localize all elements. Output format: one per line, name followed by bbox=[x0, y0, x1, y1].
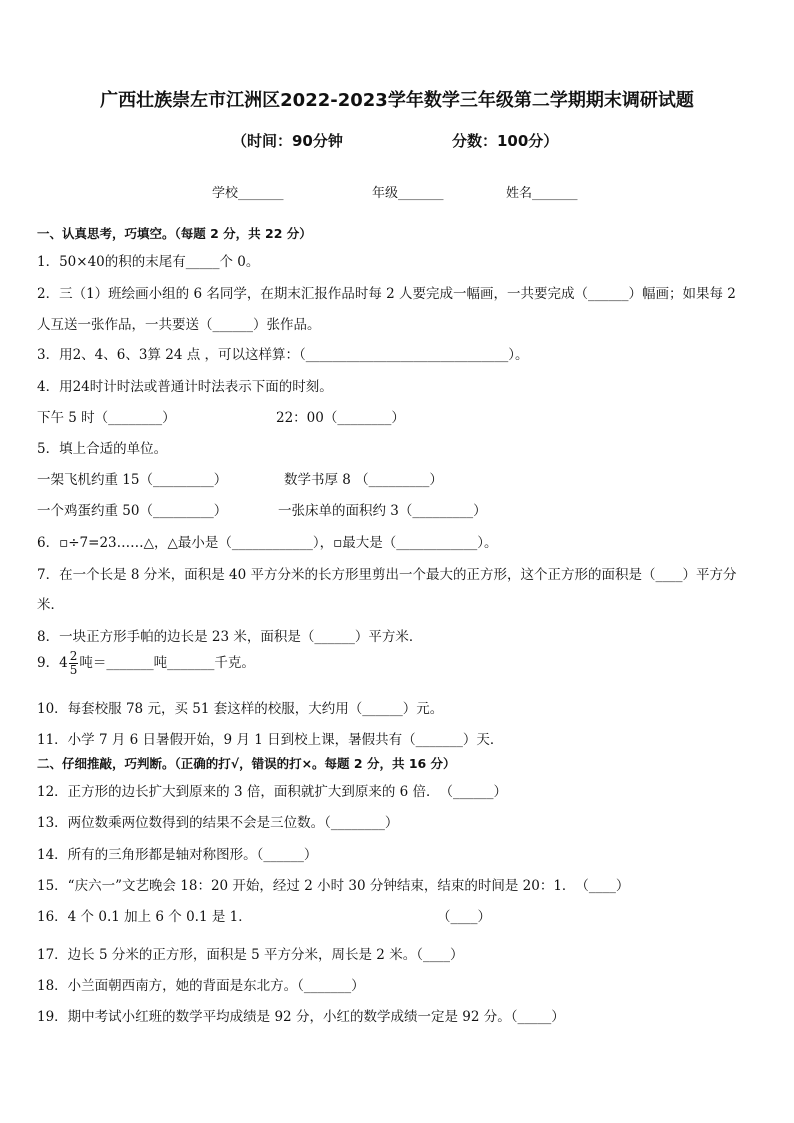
question-9-whole: 4 bbox=[59, 655, 68, 671]
question-19: 19．期中考试小红班的数学平均成绩是 92 分，小红的数学成绩一定是 92 分。（_____） bbox=[37, 1009, 565, 1025]
question-7-line-1: 7．在一个长是 8 分米，面积是 40 平方分米的长方形里剪出一个最大的正方形，这个正方形的面积是（____）平方分 bbox=[37, 567, 737, 583]
section-2-heading: 二、仔细推敲，巧判断。（正确的打√，错误的打×。每题 2 分，共 16 分） bbox=[37, 756, 456, 771]
question-9-prefix: 9． bbox=[37, 655, 60, 671]
question-5d: 一张床单的面积约 3（_________） bbox=[278, 503, 487, 519]
question-1: 1．50×40的积的末尾有_____个 0。 bbox=[37, 254, 260, 270]
question-12: 12．正方形的边长扩大到原来的 3 倍，面积就扩大到原来的 6 倍． （______） bbox=[37, 784, 508, 800]
section-1-heading: 一、认真思考，巧填空。（每题 2 分，共 22 分） bbox=[37, 226, 312, 241]
question-5b: 数学书厚 8 （_________） bbox=[284, 472, 443, 488]
question-2-line-1: 2．三（1）班绘画小组的 6 名同学，在期末汇报作品时每 2 人要完成一幅画，一共要完成（______）幅画；如果每 2 bbox=[37, 286, 736, 302]
fraction-numerator: 2 bbox=[69, 649, 78, 663]
question-7-line-2: 米． bbox=[37, 597, 64, 613]
question-4a: 下午 5 时（________） bbox=[37, 410, 176, 426]
exam-time: （时间：90分钟 bbox=[232, 132, 343, 150]
name-field: 姓名_______ bbox=[506, 186, 578, 201]
question-6: 6．▫÷7=23……△，△最小是（____________），▫最大是（____________）。 bbox=[37, 535, 498, 551]
exam-score: 分数：100分） bbox=[452, 132, 559, 150]
question-17: 17．边长 5 分米的正方形，面积是 5 平方分米，周长是 2 米。（____） bbox=[37, 947, 464, 963]
question-10: 10．每套校服 78 元，买 51 套这样的校服，大约用（______）元。 bbox=[37, 701, 444, 717]
question-16: 16．4 个 0.1 加上 6 个 0.1 是 1． bbox=[37, 909, 252, 925]
question-11: 11．小学 7 月 6 日暑假开始，9 月 1 日到校上课，暑假共有（_______）天． bbox=[37, 732, 504, 748]
question-5: 5．填上合适的单位。 bbox=[37, 441, 168, 457]
grade-field: 年级_______ bbox=[372, 186, 444, 201]
question-14: 14．所有的三角形都是轴对称图形。（______） bbox=[37, 847, 318, 863]
exam-title: 广西壮族崇左市江洲区2022-2023学年数学三年级第二学期期末调研试题 bbox=[100, 90, 694, 111]
question-2-line-2: 人互送一张作品，一共要送（______）张作品。 bbox=[37, 317, 321, 333]
question-4b: 22：00（________） bbox=[276, 410, 405, 426]
question-9 bbox=[37, 650, 255, 677]
question-8: 8．一块正方形手帕的边长是 23 米，面积是（______）平方米． bbox=[37, 629, 423, 645]
school-field: 学校_______ bbox=[212, 186, 284, 201]
question-18: 18．小兰面朝西南方，她的背面是东北方。（_______） bbox=[37, 978, 365, 994]
fraction-denominator: 5 bbox=[69, 663, 78, 677]
question-5a: 一架飞机约重 15（_________） bbox=[37, 472, 228, 488]
question-9-fraction bbox=[69, 650, 79, 677]
question-5c: 一个鸡蛋约重 50（_________） bbox=[37, 503, 228, 519]
question-9-suffix: 吨＝_______吨_______千克。 bbox=[79, 655, 255, 671]
question-13: 13．两位数乘两位数得到的结果不会是三位数。（________） bbox=[37, 815, 399, 831]
question-3: 3．用2、4、6、3算 24 点 ，可以这样算：（______________________________）。 bbox=[37, 347, 529, 363]
question-16-answer-box: （____） bbox=[437, 909, 491, 925]
question-4: 4．用24时计时法或普通计时法表示下面的时刻。 bbox=[37, 379, 333, 395]
question-15: 15．“庆六一”文艺晚会 18：20 开始，经过 2 小时 30 分钟结束，结束的时间是 20：1． （____） bbox=[37, 878, 630, 894]
